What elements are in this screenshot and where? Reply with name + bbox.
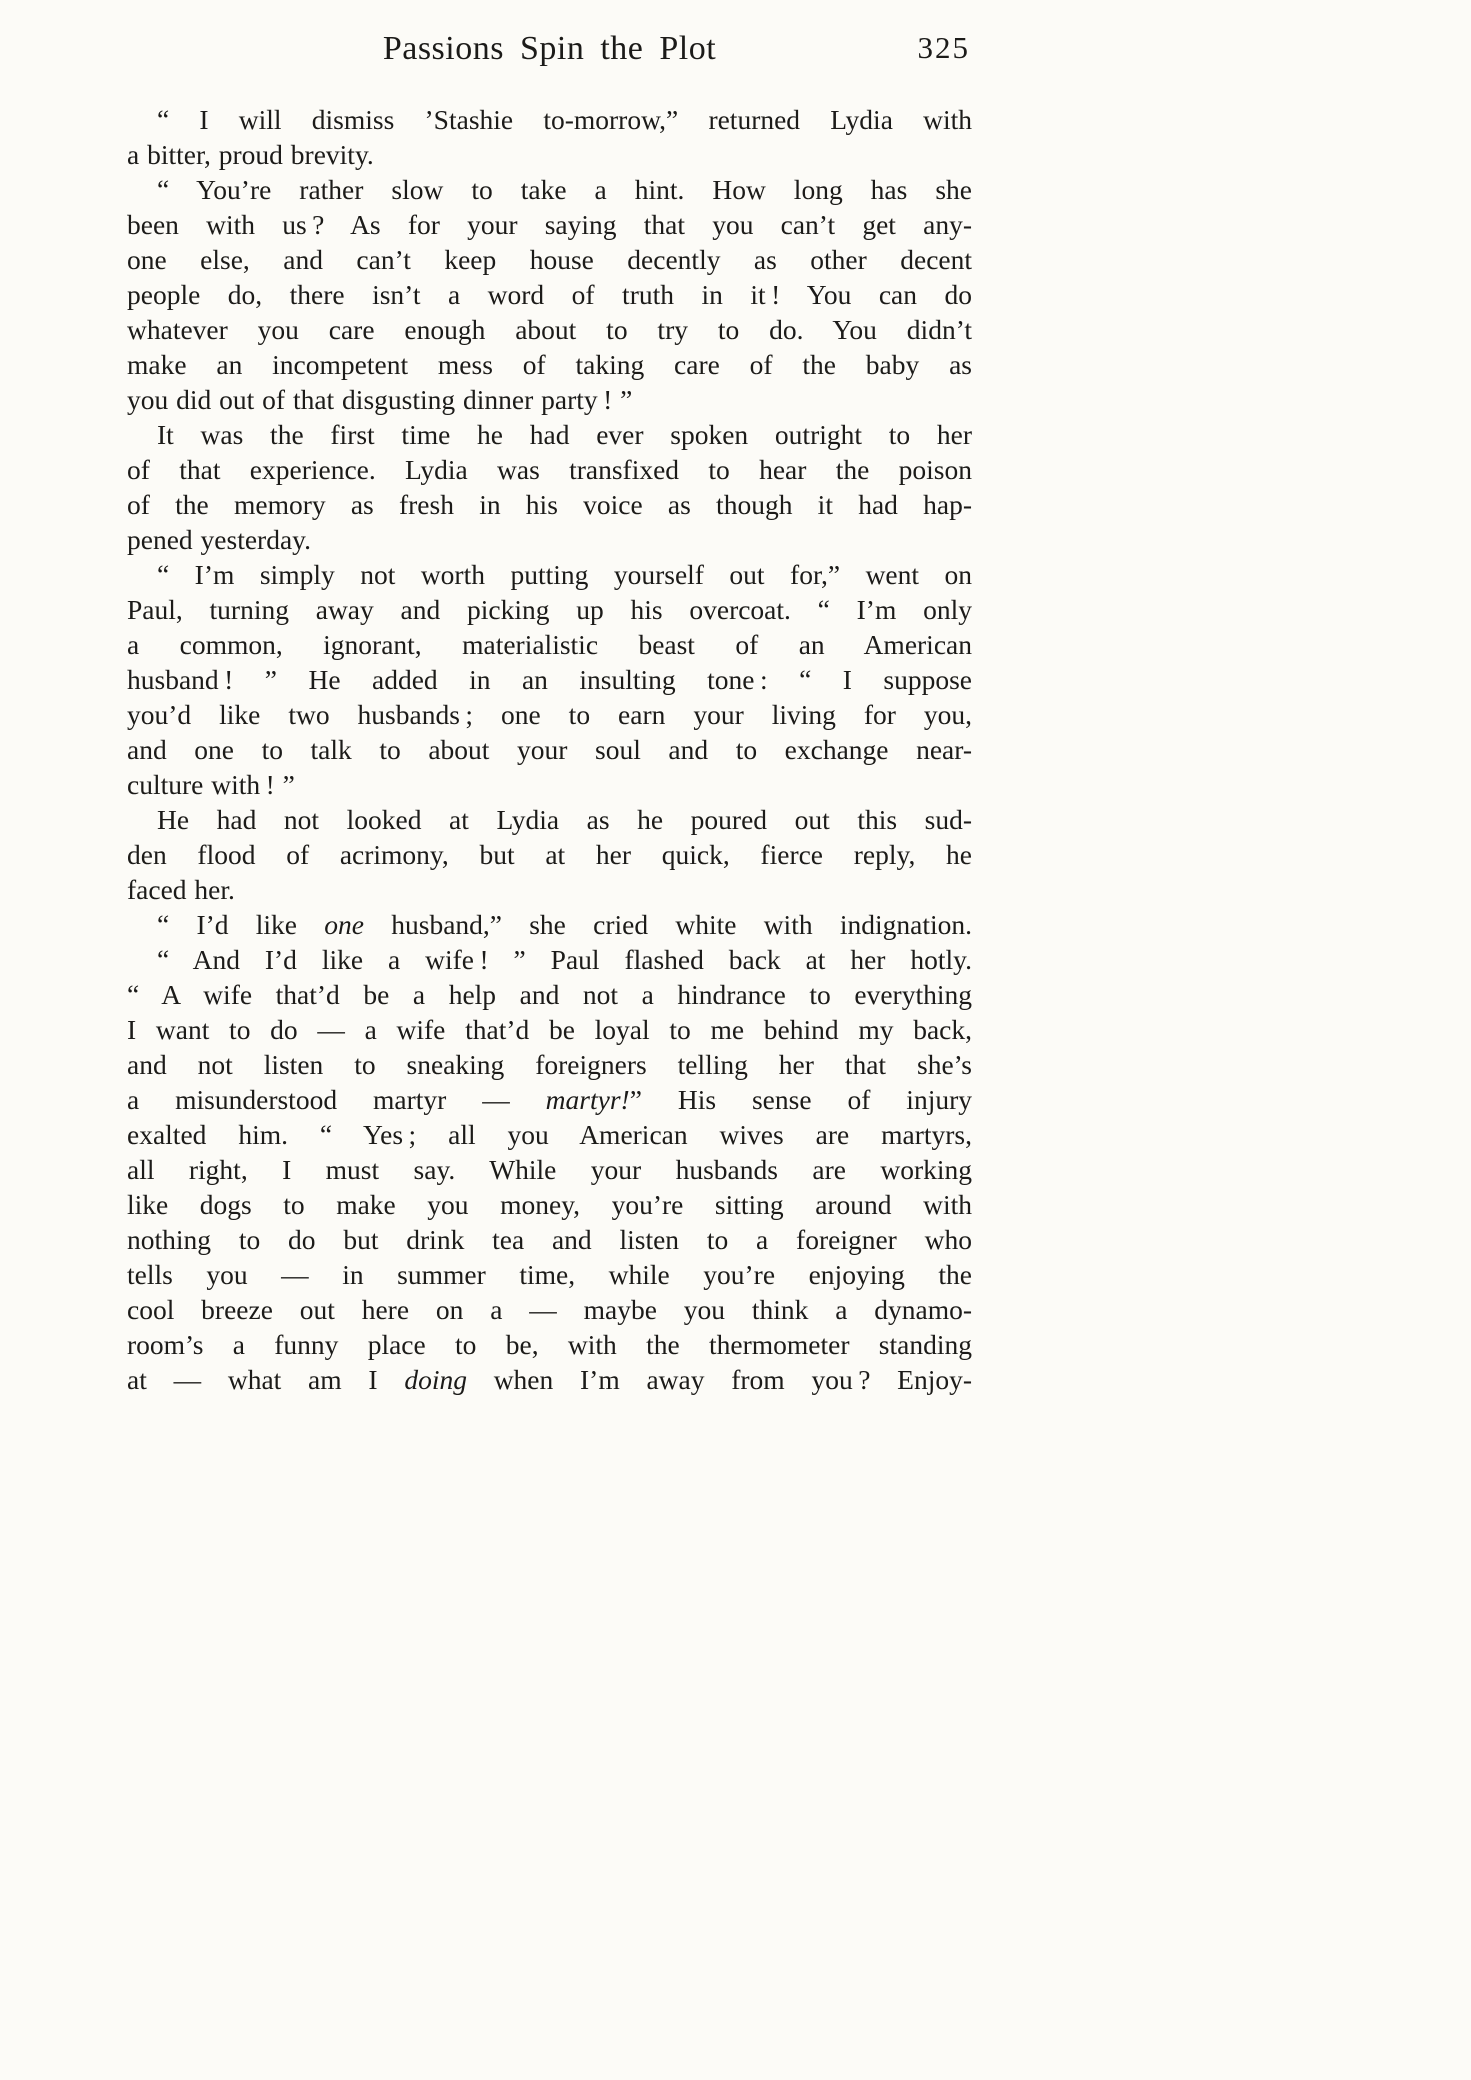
text-run: room’s a funny place to be, with the thermometer standing (127, 1329, 972, 1360)
text-line (127, 872, 972, 907)
text-line (127, 907, 972, 942)
text-line (127, 837, 972, 872)
page-number: 325 (917, 30, 970, 65)
text-line (127, 1222, 972, 1257)
text-run: He had not looked at Lydia as he poured out this sud- (157, 804, 972, 835)
text-run: like dogs to make you money, you’re sitting around with (127, 1189, 972, 1220)
text-run: husband,” she cried white with indignation. (363, 909, 972, 940)
text-line (127, 207, 972, 242)
text-run: culture with ! ” (127, 769, 295, 800)
paragraph (127, 557, 972, 802)
text-run: “ And I’d like a wife ! ” Paul flashed back at her hotly. (157, 944, 972, 975)
text-run: “ I’m simply not worth putting yourself out for,” went on (157, 559, 972, 590)
text-line (127, 942, 972, 977)
page-header (127, 26, 972, 72)
text-run: make an incompetent mess of taking care of the baby as (127, 349, 972, 380)
text-run: faced her. (127, 874, 235, 905)
text-line (127, 242, 972, 277)
text-line (127, 312, 972, 347)
text-run: Paul, turning away and picking up his overcoat. “ I’m only (127, 594, 972, 625)
text-line (127, 627, 972, 662)
text-line (127, 1362, 972, 1397)
text-line (127, 417, 972, 452)
text-line (127, 1047, 972, 1082)
text-line (127, 802, 972, 837)
text-run: ” His sense of injury (629, 1084, 972, 1115)
text-run: of that experience. Lydia was transfixed to hear the poison (127, 454, 972, 485)
paragraph (127, 102, 972, 172)
text-line (127, 767, 972, 802)
text-line (127, 977, 972, 1012)
italic-text: one (324, 909, 364, 940)
text-run: been with us ? As for your saying that you can’t get any- (127, 209, 972, 240)
text-run: nothing to do but drink tea and listen to a foreigner who (127, 1224, 972, 1255)
text-line (127, 592, 972, 627)
paragraph (127, 172, 972, 417)
text-line (127, 1082, 972, 1117)
text-run: “ A wife that’d be a help and not a hindrance to everything (127, 979, 972, 1010)
text-run: exalted him. “ Yes ; all you American wives are martyrs, (127, 1119, 972, 1150)
text-run: I want to do — a wife that’d be loyal to me behind my back, (127, 1014, 972, 1045)
page-title: Passions Spin the Plot (382, 30, 717, 67)
text-line (127, 172, 972, 207)
text-line (127, 452, 972, 487)
text-run: husband ! ” He added in an insulting tone : “ I suppose (127, 664, 972, 695)
paragraph (127, 802, 972, 907)
text-line (127, 102, 972, 137)
text-run: den flood of acrimony, but at her quick, fierce reply, he (127, 839, 972, 870)
text-line (127, 557, 972, 592)
text-line (127, 1012, 972, 1047)
text-line (127, 1292, 972, 1327)
text-line (127, 1152, 972, 1187)
text-run: tells you — in summer time, while you’re enjoying the (127, 1259, 972, 1290)
paragraph (127, 942, 972, 1397)
text-run: It was the first time he had ever spoken outright to her (157, 419, 972, 450)
text-run: a misunderstood martyr — (127, 1084, 546, 1115)
text-run: a common, ignorant, materialistic beast of an American (127, 629, 972, 660)
text-line (127, 347, 972, 382)
text-run: and one to talk to about your soul and to exchange near- (127, 734, 972, 765)
paragraph (127, 907, 972, 942)
text-line (127, 522, 972, 557)
text-run: when I’m away from you ? Enjoy- (466, 1364, 973, 1395)
text-line (127, 277, 972, 312)
text-run: you’d like two husbands ; one to earn your living for you, (127, 699, 972, 730)
text-run: and not listen to sneaking foreigners telling her that she’s (127, 1049, 972, 1080)
text-line (127, 1327, 972, 1362)
text-run: cool breeze out here on a — maybe you think a dynamo- (127, 1294, 972, 1325)
text-run: you did out of that disgusting dinner party ! ” (127, 384, 633, 415)
text-run: whatever you care enough about to try to do. You didn’t (127, 314, 972, 345)
text-run: of the memory as fresh in his voice as though it had hap- (127, 489, 972, 520)
text-run: “ I will dismiss ’Stashie to-morrow,” returned Lydia with (157, 104, 972, 135)
text-run: at — what am I (127, 1364, 405, 1395)
text-run: a bitter, proud brevity. (127, 139, 374, 170)
text-line (127, 137, 972, 172)
text-column (127, 26, 972, 1397)
text-run: pened yesterday. (127, 524, 311, 555)
text-line (127, 487, 972, 522)
paragraph (127, 417, 972, 557)
italic-text: martyr! (545, 1084, 630, 1115)
text-body (127, 102, 972, 1397)
text-run: one else, and can’t keep house decently as other decent (127, 244, 972, 275)
text-run: “ I’d like (157, 909, 325, 940)
text-line (127, 732, 972, 767)
text-line (127, 697, 972, 732)
text-line (127, 662, 972, 697)
italic-text: doing (404, 1364, 467, 1395)
text-line (127, 1117, 972, 1152)
text-line (127, 1187, 972, 1222)
text-run: people do, there isn’t a word of truth in it ! You can do (127, 279, 972, 310)
text-line (127, 382, 972, 417)
text-run: all right, I must say. While your husbands are working (127, 1154, 972, 1185)
text-line (127, 1257, 972, 1292)
text-run: “ You’re rather slow to take a hint. How long has she (157, 174, 972, 205)
